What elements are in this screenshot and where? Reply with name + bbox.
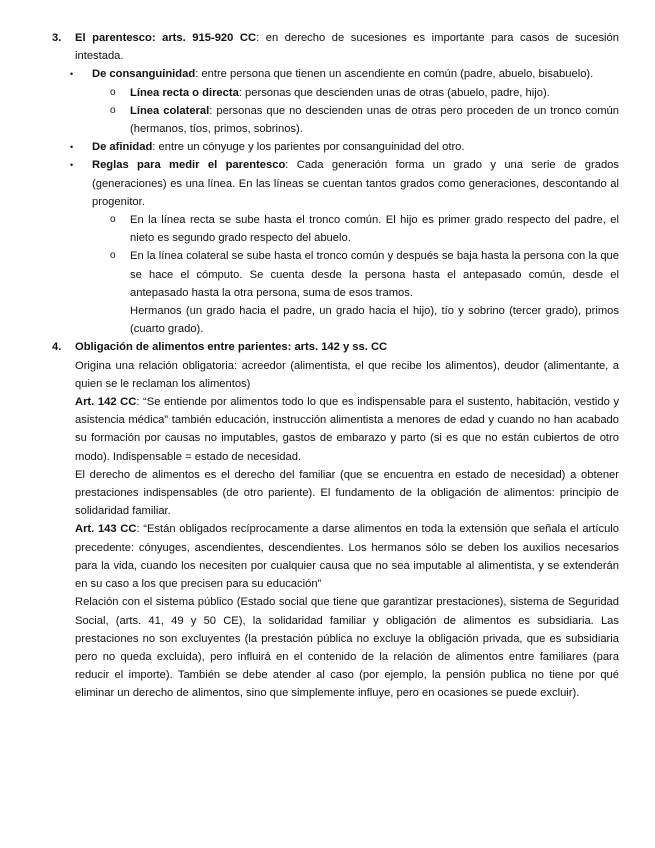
bullet-term: De consanguinidad — [92, 68, 196, 81]
bullet-consanguinidad — [52, 65, 619, 83]
bullet-term: Reglas para medir el parentesco — [92, 159, 286, 172]
subitem-text: : personas que descienden unas de otras (abuelo, padre, hijo). — [238, 86, 550, 99]
bullet-text: : entre un cónyuge y los parientes por consanguinidad del otro. — [152, 141, 465, 154]
sub-marker: o — [110, 104, 116, 116]
section-3-title: El parentesco: arts. 915-920 CC — [75, 32, 257, 44]
section-4-title: Obligación de alimentos entre parientes: arts. 142 y ss. CC — [75, 341, 388, 354]
subitem-text: En la línea recta se sube hasta el tronco común. El hijo es primer grado respecto del padre, el nieto es segundo grado respecto del abuelo. — [130, 214, 619, 245]
subitem-linea-colateral-regla — [52, 247, 619, 302]
subitem-linea-colateral — [52, 102, 619, 138]
paragraph-derecho-alimentos: El derecho de alimentos es el derecho del familiar (que se encuentra en estado de necesidad) a obtener prestaciones indispensables (de otro pariente). El fundamento de la obligación de alimentos: principio de solidaridad familiar. — [75, 468, 619, 518]
subitem-linea-recta — [52, 84, 619, 102]
section-3-intro: : en derecho de sucesiones es importante para casos de sucesión intestada. — [75, 32, 619, 63]
subitem-continuation: Hermanos (un grado hacia el padre, un grado hacia el hijo), tío y sobrino (tercer grado), primos (cuarto grado). — [130, 305, 619, 336]
section-4 — [52, 338, 619, 356]
bullet-marker: • — [70, 69, 74, 80]
bullet-text: : entre persona que tienen un ascendiente en común (padre, abuelo, bisabuelo). — [195, 68, 594, 81]
sub-marker: o — [110, 250, 116, 262]
subitem-text: En la línea colateral se sube hasta el tronco común y después se baja hasta la persona con la que se hace el cómputo. Se cuenta desde la persona hasta el antepasado común, desde el antepasado hasta la otra persona, suma de esos tramos. — [130, 250, 619, 299]
subitem-text: : personas que no descienden unas de otras pero proceden de un tronco común (hermanos, tíos, primos, sobrinos). — [130, 104, 619, 136]
article-text: : “Están obligados recíprocamente a darse alimentos en toda la extensión que señala el artículo precedente: cónyuges, ascendientes, descendientes. Los hermanos sólo se deben los auxilios necesarios para la vida, cuando los necesiten por cualquier causa que no sea imputable al alimentista, y se extenderán en su caso a los que precisen para su educación” — [75, 523, 620, 591]
subitem-term: Línea recta o directa — [130, 86, 239, 99]
bullet-text: : Cada generación forma un grado y una serie de grados (generaciones) es una línea. En las líneas se cuentan tantos grados como generaciones, descontando al progenitor. — [92, 159, 619, 208]
article-label: Art. 143 CC — [75, 523, 137, 536]
section-4-number: 4. — [52, 341, 62, 354]
paragraph-art-143 — [52, 520, 619, 593]
paragraph-relacion-obligatoria: Origina una relación obligatoria: acreedor (alimentista, el que recibe los alimentos), deudor (alimentante, a quien se le reclaman los alimentos) — [75, 359, 619, 390]
section-3-number: 3. — [52, 32, 62, 44]
section-3 — [52, 29, 619, 65]
sub-marker: o — [110, 214, 116, 226]
article-text: : “Se entiende por alimentos todo lo que es indispensable para el sustento, habitación, vestido y asistencia médica” también educación, instrucción alimentista a menores de edad y cuando no han acabado su formación por causas no imputables, gastos de embarazo y parto (si es que no están cubiertos de otro modo). Indispensable = estado de necesidad. — [75, 396, 619, 463]
bullet-marker: • — [70, 142, 74, 153]
paragraph-sistema-publico: Relación con el sistema público (Estado social que tiene que garantizar prestaciones), sistema de Seguridad Social, (arts. 41, 49 y 50 CE), la solidaridad familiar y obligación de alimentos es subsidiaria. Las prestaciones no son excluyentes (la prestación pública no excluye la obligación privada, que es subsidiaria pero no queda excluida), pero influirá en el contenido de la relación de alimentos entre familiares (para reducir el importe). También se debe atender al caso (por ejemplo, la pensión publica no tiene por qué eliminar un derecho de alimentos, sino que simplemente influye, pero en ocasiones se puede excluir). — [75, 596, 619, 700]
article-label: Art. 142 CC — [75, 396, 137, 409]
sub-marker: o — [110, 86, 116, 98]
bullet-afinidad — [52, 138, 619, 156]
bullet-marker: • — [70, 160, 74, 171]
subitem-term: Línea colateral — [130, 104, 210, 117]
paragraph-art-142 — [52, 393, 619, 466]
bullet-reglas — [52, 156, 619, 211]
bullet-term: De afinidad — [92, 141, 153, 154]
subitem-linea-recta-regla — [52, 211, 619, 247]
